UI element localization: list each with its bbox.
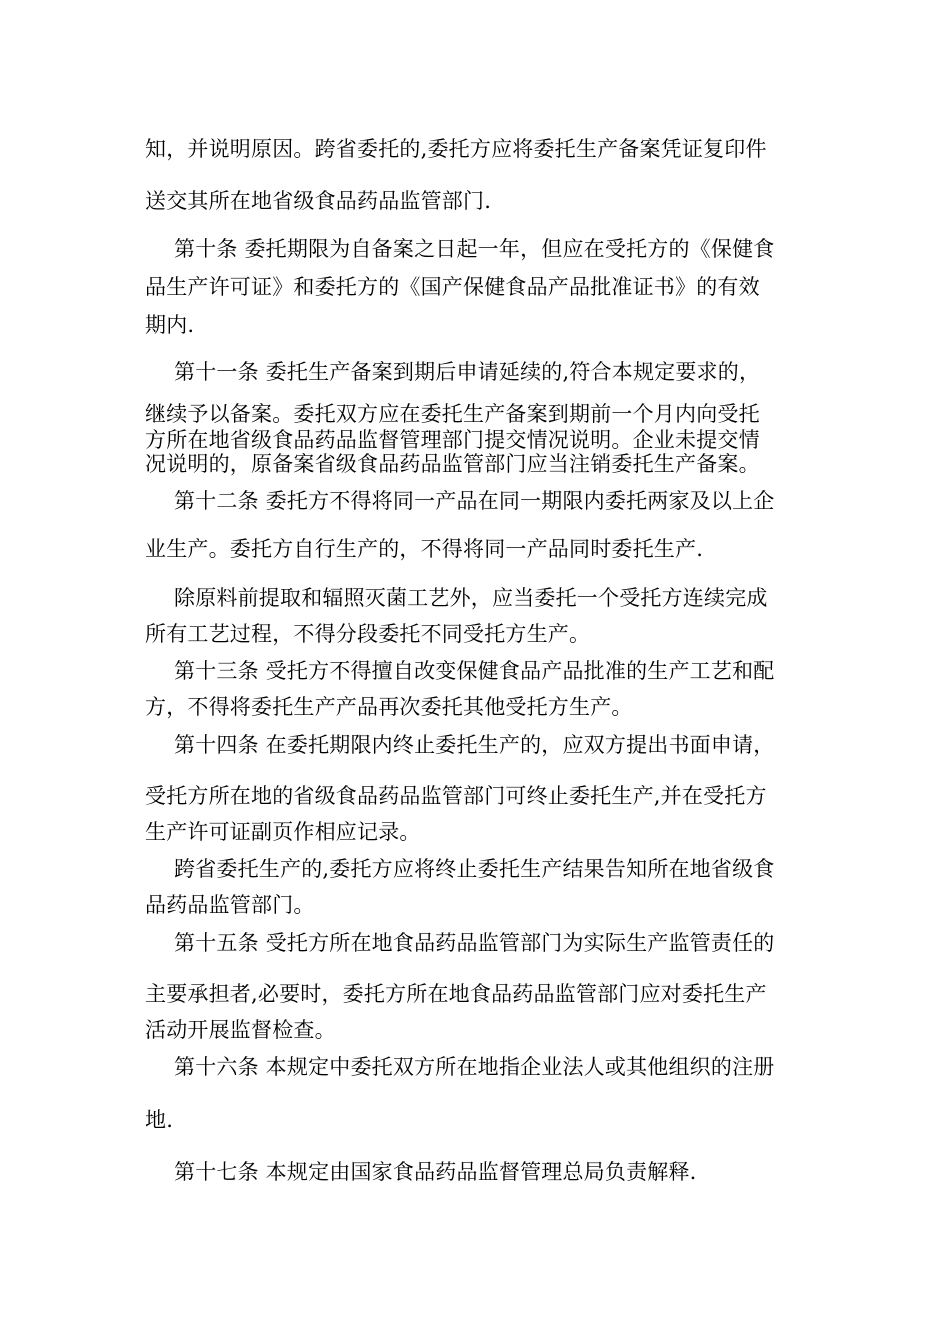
text-line: 活动开展监督检查。 [145,1018,336,1042]
article-11-heading-line: 第十一条 委托生产备案到期后申请延续的,符合本规定要求的， [174,360,761,384]
text-line: 品生产许可证》和委托方的《国产保健食品产品批准证书》的有效 [145,275,760,299]
text-line: 业生产。委托方自行生产的，不得将同一产品同时委托生产. [145,537,704,561]
text-line: 方，不得将委托生产产品再次委托其他受托方生产。 [145,695,633,719]
text-line: 品药品监管部门。 [145,893,315,917]
article-13-heading-line: 第十三条 受托方不得擅自改变保健食品产品批准的生产工艺和配 [174,659,775,683]
text-line: 方所在地省级食品药品监督管理部门提交情况说明。企业未提交情 [145,428,760,452]
text-line: 况说明的，原备案省级食品药品监管部门应当注销委托生产备案。 [145,452,760,476]
text-line: 受托方所在地的省级食品药品监管部门可终止委托生产,并在受托方 [145,784,767,808]
text-line: 期内. [145,313,195,337]
text-line: 知，并说明原因。跨省委托的,委托方应将委托生产备案凭证复印件 [145,137,767,161]
article-14-heading-line: 第十四条 在委托期限内终止委托生产的，应双方提出书面申请， [174,733,775,757]
text-line: 所有工艺过程，不得分段委托不同受托方生产。 [145,622,591,646]
text-line: 除原料前提取和辐照灭菌工艺外，应当委托一个受托方连续完成 [174,586,768,610]
text-line: 送交其所在地省级食品药品监管部门. [145,189,492,213]
text-line: 主要承担者,必要时，委托方所在地食品药品监管部门应对委托生产 [145,982,767,1006]
article-16-heading-line: 第十六条 本规定中委托双方所在地指企业法人或其他组织的注册 [174,1055,775,1079]
text-line: 生产许可证副页作相应记录。 [145,820,421,844]
article-12-heading-line: 第十二条 委托方不得将同一产品在同一期限内委托两家及以上企 [174,489,775,513]
text-line: 继续予以备案。委托双方应在委托生产备案到期前一个月内向受托 [145,402,760,426]
text-line: 跨省委托生产的,委托方应将终止委托生产结果告知所在地省级食 [174,857,775,881]
article-17-heading-line: 第十七条 本规定由国家食品药品监督管理总局负责解释. [174,1160,697,1184]
text-line: 地. [145,1108,174,1132]
article-15-heading-line: 第十五条 受托方所在地食品药品监管部门为实际生产监管责任的 [174,931,775,955]
article-10-heading-line: 第十条 委托期限为自备案之日起一年，但应在受托方的《保健食 [174,237,775,261]
